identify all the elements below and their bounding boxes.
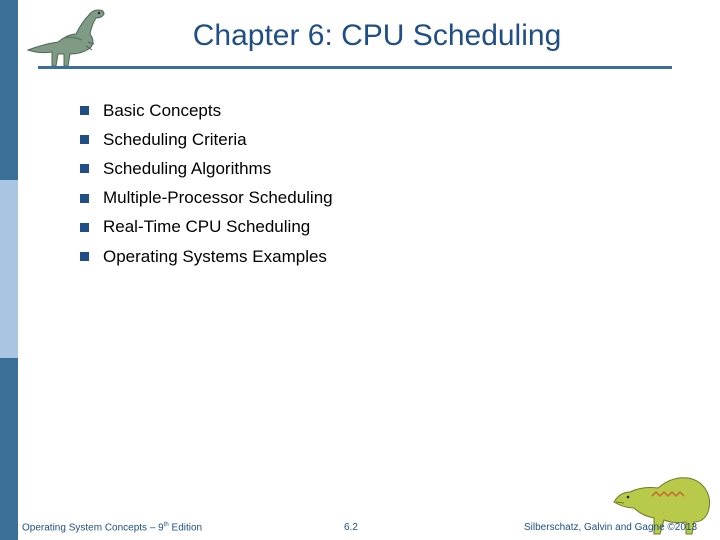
dinosaur-icon xyxy=(24,4,112,68)
bullet-list xyxy=(80,96,333,271)
footer-copyright: Silberschatz, Galvin and Gagne ©2013 xyxy=(524,522,698,533)
sidebar-dark-top xyxy=(0,0,18,180)
list-item-label: Basic Concepts xyxy=(103,100,222,120)
list-item xyxy=(80,125,333,154)
list-item xyxy=(80,96,333,125)
square-bullet-icon xyxy=(80,135,89,144)
sidebar-dark-bottom xyxy=(0,358,18,540)
list-item xyxy=(80,242,333,271)
list-item-label: Scheduling Criteria xyxy=(103,129,247,149)
square-bullet-icon xyxy=(80,164,89,173)
square-bullet-icon xyxy=(80,106,89,115)
page-title: Chapter 6: CPU Scheduling xyxy=(192,19,562,52)
list-item-label: Multiple-Processor Scheduling xyxy=(103,188,333,208)
footer-book-title: Operating System Concepts – 9th Edition xyxy=(22,522,203,534)
square-bullet-icon xyxy=(80,194,89,203)
list-item xyxy=(80,154,333,183)
list-item-label: Real-Time CPU Scheduling xyxy=(103,217,311,237)
title-divider xyxy=(38,66,672,69)
footer-page-number: 6.2 xyxy=(344,522,358,533)
list-item xyxy=(80,184,333,213)
list-item-label: Scheduling Algorithms xyxy=(103,158,272,178)
list-item xyxy=(80,213,333,242)
list-item-label: Operating Systems Examples xyxy=(103,246,327,266)
square-bullet-icon xyxy=(80,223,89,232)
sidebar-light-middle xyxy=(0,180,18,358)
square-bullet-icon xyxy=(80,252,89,261)
